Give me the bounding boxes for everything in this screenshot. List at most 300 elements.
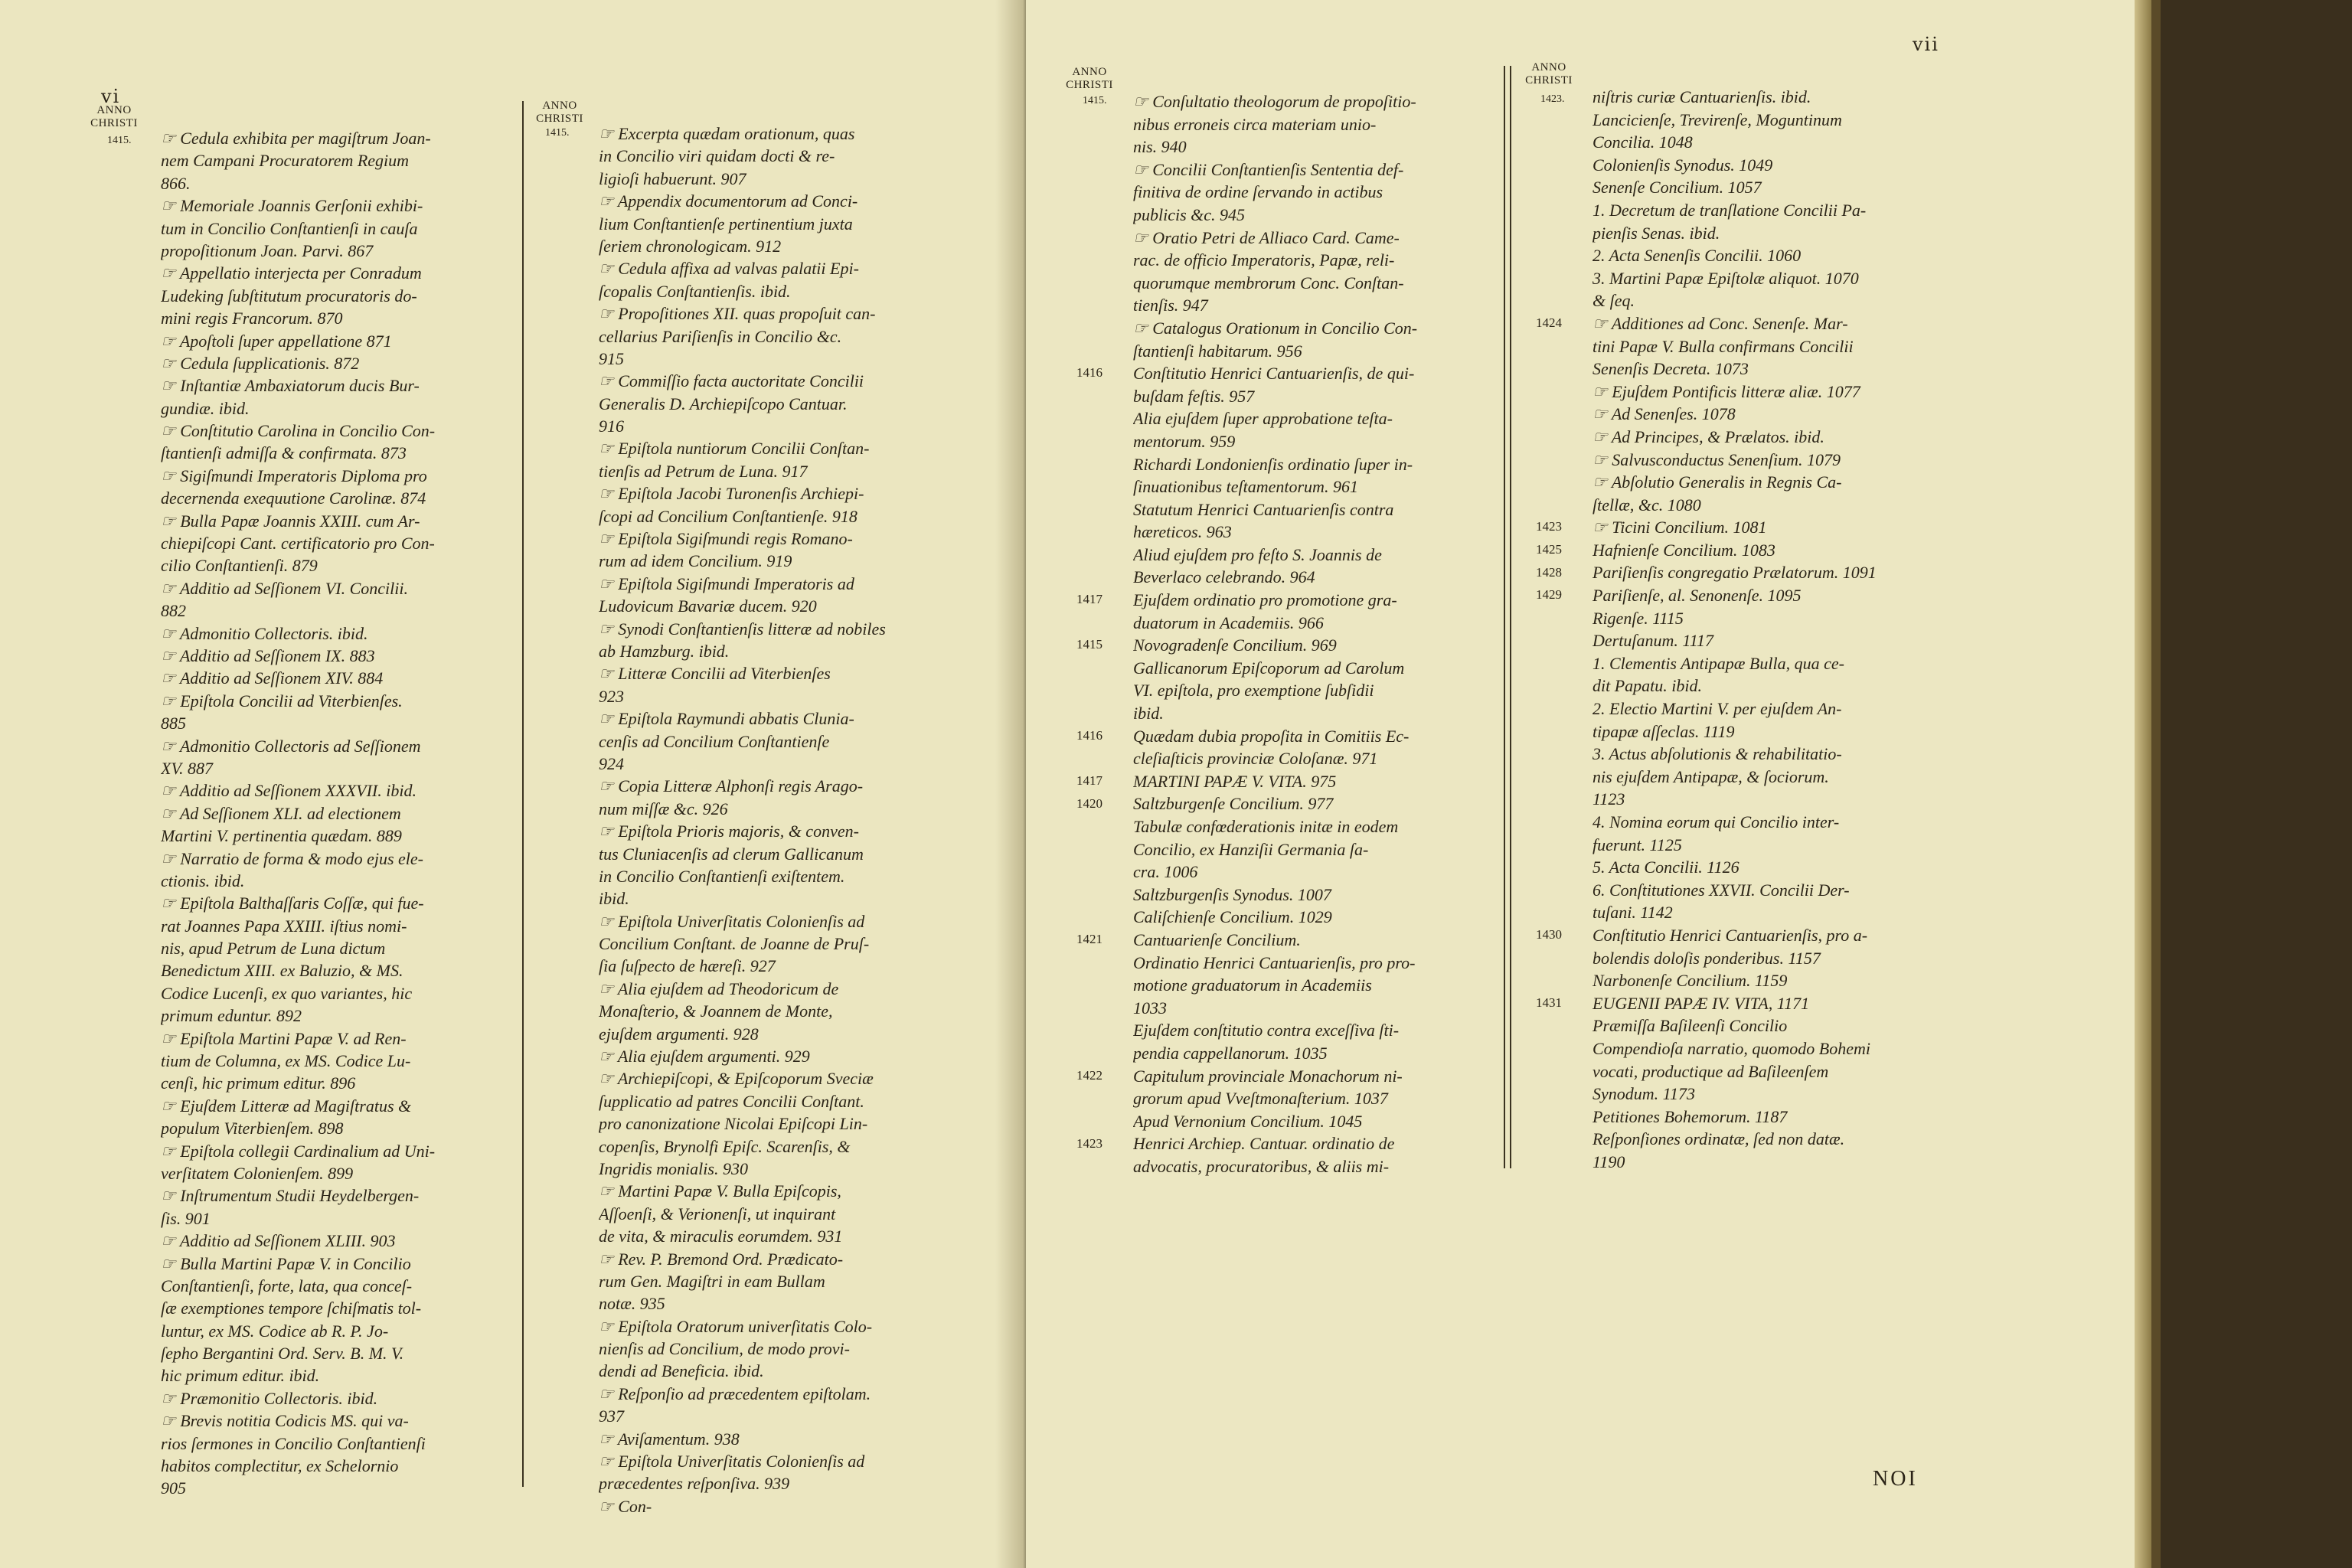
index-line-text: 937 [599, 1406, 624, 1426]
margin-year: 1425 [1536, 542, 1562, 557]
index-line [1133, 566, 1494, 589]
index-line [161, 127, 514, 149]
index-line [161, 1140, 514, 1162]
index-line [1592, 901, 1958, 924]
index-line [599, 1203, 959, 1225]
index-line [161, 217, 514, 240]
index-line [599, 528, 959, 550]
index-line [1592, 222, 1958, 245]
book-gilt-edge [2135, 0, 2151, 1568]
index-line [599, 843, 959, 865]
index-line [599, 1158, 959, 1180]
index-line [1133, 498, 1494, 521]
index-line-text: pendia cappellanorum. 1035 [1133, 1043, 1328, 1063]
index-line-text: rat Joannes Papa XXIII. iſtius nomi- [161, 916, 407, 936]
margin-year: 1423 [1536, 519, 1562, 534]
index-line-text: ☞ Epiſtola Sigiſmundi Imperatoris ad [599, 573, 854, 593]
index-line-text: XV. 887 [161, 758, 214, 778]
index-line-text: Pariſienſis congregatio Prælatorum. 1091 [1592, 563, 1877, 583]
index-line [161, 352, 514, 374]
index-line-text: Novogradenſe Concilium. 969 [1133, 635, 1337, 655]
index-line-text: ſcopalis Conſtantienſis. ibid. [599, 281, 791, 301]
index-line-text: VI. epiſtola, pro exemptione ſubſidii [1133, 681, 1374, 701]
index-line-text: decernenda exequutione Carolinæ. 874 [161, 488, 426, 508]
index-line-text: ☞ Epiſtola Oratorum univerſitatis Colo- [599, 1316, 873, 1336]
index-line-text: ☞ Ejuſdem Pontificis litteræ aliæ. 1077 [1592, 381, 1860, 401]
index-line-text: dendi ad Beneficia. ibid. [599, 1361, 764, 1381]
index-line [599, 730, 959, 753]
index-line-text: mini regis Francorum. 870 [161, 309, 343, 328]
index-line [1133, 272, 1494, 295]
index-line [161, 1387, 514, 1410]
left-column-rule [522, 101, 524, 1487]
index-line-text: Ludovicum Bavariæ ducem. 920 [599, 596, 817, 616]
margin-year: 1417 [1076, 773, 1102, 788]
index-line-text: 5. Acta Concilii. 1126 [1592, 858, 1740, 877]
index-line [161, 487, 514, 509]
index-line [161, 442, 514, 464]
index-line [161, 240, 514, 262]
index-line [161, 1027, 514, 1050]
index-line [1592, 743, 1958, 766]
index-line [599, 370, 959, 392]
index-line [599, 685, 959, 707]
margin-year: 1424 [1536, 315, 1562, 330]
index-line-text: Pariſienſe, al. Senonenſe. 1095 [1592, 586, 1802, 606]
index-line-text: ſtellæ, &c. 1080 [1592, 495, 1701, 514]
index-line-text: Cantuarienſe Concilium. [1133, 929, 1301, 949]
index-line-text: ☞ Epiſtola Prioris majoris, & conven- [599, 822, 859, 841]
index-line [1592, 1060, 1958, 1083]
index-line-text: cenſis ad Concilium Conſtantienſe [599, 731, 830, 751]
index-line-text: hic primum editur. ibid. [161, 1366, 320, 1386]
index-line-text: populum Viterbienſem. 898 [161, 1119, 344, 1138]
index-line-text: pro canonizatione Nicolai Epiſcopi Lin- [599, 1114, 868, 1134]
index-line [161, 757, 514, 779]
index-line [161, 554, 514, 577]
margin-year: 1423 [1076, 1135, 1102, 1151]
index-line-text: 915 [599, 348, 624, 368]
index-line [1133, 453, 1494, 476]
index-line [599, 933, 959, 955]
right-col2-year: 1423. [1540, 93, 1565, 105]
index-line [1133, 997, 1494, 1020]
index-line [161, 510, 514, 532]
index-line [1133, 1019, 1494, 1042]
index-line-text: EUGENII PAPÆ IV. VITA, 1171 [1592, 993, 1810, 1013]
index-line [1133, 974, 1494, 997]
index-line [599, 1405, 959, 1427]
index-line-text: Richardi Londonienſis ordinatio ſuper in- [1133, 454, 1413, 474]
index-line-text: MARTINI PAPÆ V. VITA. 975 [1133, 771, 1337, 791]
index-line-text: Capitulum provinciale Monachorum ni- [1133, 1066, 1403, 1086]
index-line-text: tus Cluniacenſis ad clerum Gallicanum [599, 844, 864, 864]
index-line [599, 798, 959, 820]
index-line-text: notæ. 935 [599, 1294, 665, 1314]
index-line-text: ab Hamzburg. ibid. [599, 641, 730, 661]
index-line [1592, 652, 1958, 675]
index-line [1592, 494, 1958, 517]
index-line [1133, 725, 1494, 748]
index-line-text: duatorum in Academiis. 966 [1133, 612, 1324, 632]
index-line-text: ☞ Epiſtola collegii Cardinalium ad Uni- [161, 1141, 436, 1161]
index-line [161, 1275, 514, 1297]
index-line-text: vocati, productique ad Baſileenſem [1592, 1061, 1829, 1081]
index-line-text: buſdam feſtis. 957 [1133, 386, 1255, 406]
index-line [599, 640, 959, 662]
index-line-text: ☞ Appendix documentorum ad Conci- [599, 191, 858, 211]
index-line [161, 622, 514, 645]
index-line-text: in Concilio Conſtantienſi exiſtentem. [599, 866, 845, 886]
index-line [161, 307, 514, 329]
index-line [1133, 158, 1494, 181]
index-line [161, 645, 514, 667]
index-line [1133, 294, 1494, 317]
index-line [599, 1383, 959, 1405]
index-line [161, 1184, 514, 1207]
index-line-text: ☞ Conſultatio theologorum de propoſitio- [1133, 92, 1416, 111]
index-line [599, 1225, 959, 1247]
index-line-text: 905 [161, 1478, 186, 1498]
index-line-text: lium Conſtantienſe pertinentium juxta [599, 214, 853, 234]
index-line [1133, 952, 1494, 975]
left-anno-header-1: ANNO CHRISTI [90, 104, 138, 129]
index-line [1592, 289, 1958, 312]
index-line-text: habitos complectitur, ex Schelornio [161, 1456, 399, 1476]
index-line-text: ☞ Excerpta quædam orationum, quas [599, 124, 855, 143]
index-line-text: 3. Actus abſolutionis & rehabilitatio- [1592, 744, 1842, 764]
index-line [1133, 362, 1494, 385]
index-line-text: Saltzburgenſis Synodus. 1007 [1133, 884, 1331, 904]
index-line-text: luntur, ex MS. Codice ab R. P. Jo- [161, 1321, 389, 1341]
index-line [1592, 199, 1958, 222]
index-line [599, 325, 959, 348]
index-line-text: Ordinatio Henrici Cantuarienſis, pro pro- [1133, 952, 1416, 972]
index-line-text: grorum apud Vveſtmonaſterium. 1037 [1133, 1089, 1388, 1109]
margin-year: 1428 [1536, 564, 1562, 580]
index-line [1592, 471, 1958, 494]
index-line [1133, 770, 1494, 793]
index-line [1592, 629, 1958, 652]
index-line-text: ☞ Additio ad Seſſionem IX. 883 [161, 645, 375, 665]
index-line [1133, 906, 1494, 929]
index-line [1133, 1087, 1494, 1110]
index-line [599, 348, 959, 370]
index-line-text: ☞ Epiſtola Raymundi abbatis Clunia- [599, 709, 854, 729]
index-line [1133, 657, 1494, 680]
index-line-text: verſitatem Colonienſem. 899 [161, 1163, 354, 1183]
index-line-text: ☞ Admonitio Collectoris. ibid. [161, 623, 368, 643]
index-line [161, 577, 514, 599]
index-line [599, 460, 959, 482]
index-line [1592, 1083, 1958, 1106]
index-line [161, 1117, 514, 1139]
index-line [599, 280, 959, 302]
index-line-text: tienſis ad Petrum de Luna. 917 [599, 461, 808, 481]
index-line [161, 1072, 514, 1094]
index-line-text: ☞ Reſponſio ad præcedentem epiſtolam. [599, 1383, 871, 1403]
index-line-text: ☞ Conſtitutio Carolina in Concilio Con- [161, 421, 436, 441]
margin-year: 1416 [1076, 365, 1102, 381]
index-line [1592, 1037, 1958, 1060]
index-line-text: Codice Lucenſi, ex quo variantes, hic [161, 983, 413, 1003]
index-line-text: ☞ Synodi Conſtantienſis litteræ ad nobiles [599, 619, 886, 639]
index-line-text: publicis &c. 945 [1133, 204, 1246, 224]
index-line [1592, 1014, 1958, 1037]
index-line-text: præcedentes reſponſiva. 939 [599, 1474, 790, 1494]
index-line [599, 1338, 959, 1360]
index-line [161, 1004, 514, 1027]
index-line [161, 712, 514, 734]
index-line-text: ☞ Cedula ſupplicationis. 872 [161, 353, 360, 373]
index-line-text: Aliud ejuſdem pro feſto S. Joannis de [1133, 544, 1382, 564]
index-line [599, 190, 959, 212]
index-line-text: ſtantienſi admiſſa & confirmata. 873 [161, 443, 407, 463]
index-line-text: ☞ Con- [599, 1496, 652, 1516]
margin-year: 1431 [1536, 995, 1562, 1010]
index-line [1133, 1042, 1494, 1065]
index-line-text: ☞ Rev. P. Bremond Ord. Prædicato- [599, 1249, 844, 1269]
index-line [161, 825, 514, 847]
index-line-text: ſis. 901 [161, 1208, 211, 1228]
index-line [1133, 1155, 1494, 1178]
index-line-text: ☞ Præmonitio Collectoris. ibid. [161, 1388, 378, 1408]
index-line [599, 437, 959, 459]
index-line-text: Conſtitutio Henrici Cantuarienſis, de qui- [1133, 364, 1415, 384]
index-line-text: Senenſe Concilium. 1057 [1592, 178, 1762, 198]
index-line-text: ☞ Sigiſmundi Imperatoris Diploma pro [161, 466, 427, 485]
index-line-text: ſeriem chronologicam. 912 [599, 236, 782, 256]
index-line [161, 667, 514, 689]
index-line-text: Saltzburgenſe Concilium. 977 [1133, 794, 1334, 814]
index-line-text: ☞ Bulla Martini Papæ V. in Concilio [161, 1253, 411, 1273]
index-line [599, 1292, 959, 1315]
index-line [161, 285, 514, 307]
index-line [1592, 267, 1958, 290]
index-line [1133, 1065, 1494, 1088]
index-line [599, 257, 959, 279]
index-line [161, 959, 514, 982]
index-line [161, 848, 514, 870]
index-line-text: propoſitionum Joan. Parvi. 867 [161, 240, 374, 260]
index-line [1592, 969, 1958, 992]
index-line-text: Ejuſdem conſtitutio contra exceſſiva ſti- [1133, 1021, 1400, 1040]
index-line-text: ſinuationibus teſtamentorum. 961 [1133, 477, 1358, 497]
index-line-text: bolendis doloſis ponderibus. 1157 [1592, 948, 1821, 968]
index-line-text: de vita, & miraculis eorumdem. 931 [599, 1227, 843, 1246]
index-line-text: ☞ Apoſtoli ſuper appellatione 871 [161, 331, 392, 351]
index-line-text: 924 [599, 753, 624, 773]
index-line-text: ejuſdem argumenti. 928 [599, 1024, 759, 1044]
index-line-text: ☞ Ejuſdem Litteræ ad Magiſtratus & [161, 1096, 412, 1116]
index-line-text: ☞ Cedula exhibita per magiſtrum Joan- [161, 129, 431, 148]
index-line [1133, 792, 1494, 815]
right-column-rule-b [1510, 66, 1511, 1168]
index-line-text: Tabulæ confœderationis initæ in eodem [1133, 817, 1399, 836]
index-line-text: fuerunt. 1125 [1592, 835, 1682, 854]
left-column-1 [161, 127, 514, 1500]
index-line [1592, 584, 1958, 607]
index-line [599, 1360, 959, 1382]
index-line-text: Synodum. 1173 [1592, 1084, 1696, 1104]
index-line-text: nibus erroneis circa materiam unio- [1133, 114, 1377, 134]
index-line [599, 955, 959, 977]
index-line [1592, 154, 1958, 177]
index-line-text: tuſani. 1142 [1592, 903, 1673, 923]
index-line-text: ſæ exemptiones tempore ſchiſmatis tol- [161, 1298, 422, 1318]
index-line [599, 978, 959, 1000]
index-line-text: ☞ Concilii Conſtantienſis Sententia def- [1133, 159, 1404, 179]
index-line [161, 1253, 514, 1275]
right-col1-year: 1415. [1083, 95, 1107, 106]
index-line-text: rios ſermones in Concilio Conſtantienſi [161, 1433, 426, 1453]
index-line [1133, 589, 1494, 612]
index-line-text: 923 [599, 686, 624, 706]
index-line-text: Apud Vernonium Concilium. 1045 [1133, 1111, 1363, 1131]
index-line-text: Dertuſanum. 1117 [1592, 631, 1714, 651]
index-line [161, 915, 514, 937]
index-line [1133, 113, 1494, 136]
index-line [1133, 1132, 1494, 1155]
index-line-text: 1190 [1592, 1152, 1625, 1171]
index-line-text: quorumque membrorum Conc. Conſtan- [1133, 273, 1404, 292]
index-line [1133, 385, 1494, 408]
index-line [161, 870, 514, 892]
index-line [161, 465, 514, 487]
index-line [161, 982, 514, 1004]
index-line-text: cellarius Pariſienſis in Concilio &c. [599, 326, 842, 346]
index-line-text: Concilium Conſtant. de Joanne de Pruſ- [599, 934, 870, 954]
margin-year: 1429 [1536, 587, 1562, 603]
index-line [161, 735, 514, 757]
index-line [1133, 861, 1494, 884]
index-line [1133, 340, 1494, 363]
index-line [161, 1364, 514, 1387]
index-line-text: ☞ Additio ad Seſſionem XXXVII. ibid. [161, 781, 416, 801]
margin-year: 1415 [1076, 637, 1102, 652]
index-line [599, 820, 959, 842]
index-line-text: Gallicanorum Epiſcoporum ad Carolum [1133, 658, 1405, 678]
index-line-text: ☞ Epiſtola Concilii ad Viterbienſes. [161, 691, 403, 710]
index-line [1592, 720, 1958, 743]
index-line [161, 690, 514, 712]
index-line-text: ☞ Admonitio Collectoris ad Seſſionem [161, 736, 421, 756]
index-line [1592, 879, 1958, 902]
index-line-text: rum Gen. Magiſtri in eam Bullam [599, 1271, 825, 1291]
index-line [1133, 612, 1494, 635]
index-line-text: Concilio, ex Hanziſii Germania ſa- [1133, 839, 1369, 859]
index-line-text: Reſponſiones ordinatæ, ſed non datæ. [1592, 1129, 1845, 1149]
index-line-text: Beverlaco celebrando. 964 [1133, 567, 1315, 587]
index-line-text: tipapæ aſſeclas. 1119 [1592, 721, 1735, 741]
left-page [0, 0, 1026, 1568]
index-line [161, 397, 514, 420]
index-line-text: 6. Conſtitutiones XXVII. Concilii Der- [1592, 880, 1850, 900]
index-line [599, 482, 959, 505]
index-line-text: finitiva de ordine ſervando in actibus [1133, 182, 1383, 202]
index-line [599, 145, 959, 167]
index-line [599, 1495, 959, 1517]
index-line [1592, 176, 1958, 199]
margin-year: 1420 [1076, 795, 1102, 811]
index-line [1592, 516, 1958, 539]
right-column-1 [1133, 90, 1494, 1178]
index-line-text: Ejuſdem ordinatio pro promotione gra- [1133, 590, 1397, 610]
index-line-text: ☞ Inſtantiæ Ambaxiatorum ducis Bur- [161, 376, 420, 396]
index-line [1592, 924, 1958, 947]
index-line-text: rac. de officio Imperatoris, Papæ, reli- [1133, 250, 1395, 270]
index-line-text: tini Papæ V. Bulla confirmans Concilii [1592, 336, 1854, 356]
index-line-text: ☞ Propoſitiones XII. quas propoſuit can- [599, 304, 876, 324]
right-column-rule-a [1504, 66, 1505, 1168]
index-line-text: mentorum. 959 [1133, 431, 1236, 451]
index-line-text: ☞ Bulla Papæ Joannis XXIII. cum Ar- [161, 511, 420, 531]
index-line-text: ☞ Brevis notitia Codicis MS. qui va- [161, 1411, 409, 1431]
index-line-text: ☞ Martini Papæ V. Bulla Epiſcopis, [599, 1181, 841, 1201]
index-line-text: nis, apud Petrum de Luna dictum [161, 939, 386, 959]
index-line-text: ☞ Additio ad Seſſionem XIV. 884 [161, 668, 384, 688]
index-line [1133, 747, 1494, 770]
index-line [161, 1455, 514, 1477]
index-line-text: ☞ Ad Seſſionem XLI. ad electionem [161, 803, 401, 823]
index-line-text: Statutum Henrici Cantuarienſis contra [1133, 499, 1394, 519]
index-line-text: ☞ Narratio de forma & modo ejus ele- [161, 848, 423, 868]
index-line [599, 1067, 959, 1089]
index-line-text: ☞ Cedula affixa ad valvas palatii Epi- [599, 259, 859, 279]
index-line-text: ☞ Epiſtola Univerſitatis Colonienſis ad [599, 911, 865, 931]
index-line [1592, 607, 1958, 630]
index-line [161, 599, 514, 622]
right-column-2 [1592, 86, 1958, 1174]
index-line [161, 149, 514, 172]
index-line-text: ſupplicatio ad patres Concilii Conſtant. [599, 1091, 864, 1111]
index-line-text: tienſis. 947 [1133, 296, 1208, 315]
index-line-text: ☞ Catalogus Orationum in Concilio Con- [1133, 318, 1418, 338]
index-line [599, 753, 959, 775]
index-line [1592, 131, 1958, 154]
index-line-text: Martini V. pertinentia quædam. 889 [161, 826, 402, 846]
index-line-text: ☞ Abſolutio Generalis in Regnis Ca- [1592, 472, 1842, 492]
index-line [1133, 181, 1494, 204]
book-page-edge [2135, 0, 2352, 1568]
index-line [161, 330, 514, 352]
index-line-text: ☞ Epiſtola Balthaſſaris Coſſæ, qui fue- [161, 893, 424, 913]
index-line [1592, 834, 1958, 857]
index-line [1133, 249, 1494, 272]
index-line-text: num miſſæ &c. 926 [599, 799, 728, 818]
index-line [161, 172, 514, 194]
margin-year: 1430 [1536, 927, 1562, 942]
margin-year: 1416 [1076, 727, 1102, 743]
index-line-text: cleſiaſticis provinciæ Coloſanæ. 971 [1133, 749, 1378, 769]
index-line-text: hæreticos. 963 [1133, 522, 1232, 542]
index-line-text: Conſtitutio Henrici Cantuarienſis, pro a- [1592, 925, 1868, 945]
catchword: NOI [1873, 1467, 1918, 1491]
index-line [1133, 136, 1494, 158]
index-line [599, 168, 959, 190]
index-line [161, 937, 514, 959]
index-line-text: Quædam dubia propoſita in Comitiis Ec- [1133, 726, 1410, 746]
index-line [1592, 312, 1958, 335]
index-line [161, 1050, 514, 1072]
index-line-text: 3. Martini Papæ Epiſtolæ aliquot. 1070 [1592, 268, 1859, 288]
index-line-text: cra. 1006 [1133, 862, 1198, 882]
index-line [599, 1450, 959, 1472]
index-line-text: ☞ Commiſſio facta auctoritate Concilii [599, 371, 864, 391]
index-line-text: ☞ Memoriale Joannis Gerſonii exhibi- [161, 196, 423, 216]
index-line [1133, 838, 1494, 861]
index-line-text: niſtris curiæ Cantuarienſis. ibid. [1592, 87, 1811, 106]
